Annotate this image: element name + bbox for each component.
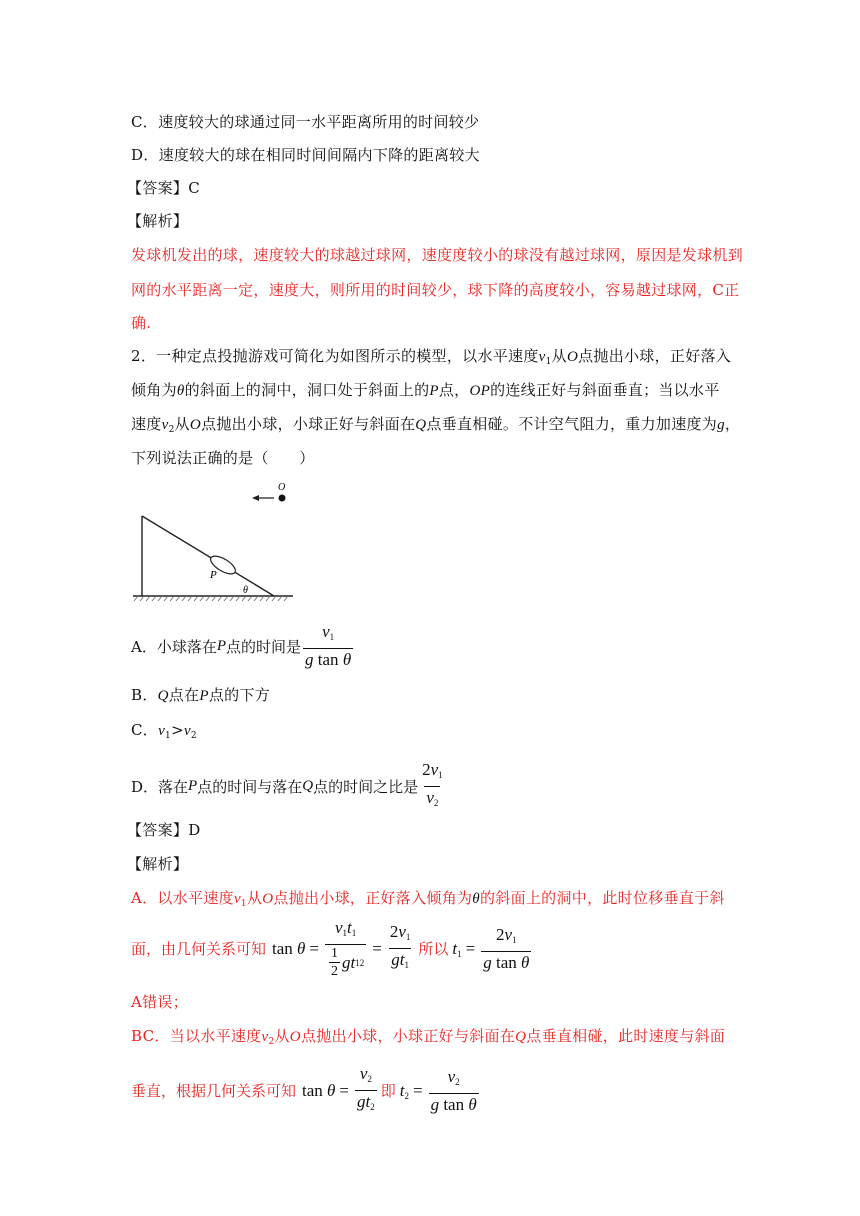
- question-2-line1: [131, 346, 731, 372]
- answer-q1: 【答案】C: [127, 179, 200, 197]
- text-span: g: [483, 952, 492, 972]
- text-span: gt: [342, 952, 356, 972]
- text-span: 2: [367, 1074, 372, 1084]
- analysis-label-q1: 【解析】: [127, 212, 189, 230]
- text-span: v: [426, 788, 434, 807]
- text-span: 点的时间是: [226, 637, 302, 656]
- text-span: 点的时间之比是: [313, 778, 419, 796]
- text-span: 1: [438, 770, 443, 780]
- text-span: 面，由几何关系可知: [131, 940, 267, 958]
- arrow-head: [252, 495, 259, 501]
- text-span: Q: [415, 417, 427, 433]
- text-span: v: [183, 723, 191, 739]
- text-span: tan: [317, 650, 339, 669]
- text-span: θ: [327, 1080, 336, 1100]
- text-span: =: [465, 938, 476, 958]
- text-span: P: [216, 637, 227, 654]
- text-span: B．: [131, 686, 158, 704]
- option-d-q2: [131, 760, 447, 813]
- text-span: 1: [405, 932, 411, 942]
- text-span: OP: [469, 383, 491, 399]
- analysis-q2-bc-equation: [131, 1064, 481, 1117]
- text-span: θ: [472, 891, 480, 907]
- analysis-q2-wrong: A错误；: [131, 993, 189, 1011]
- text-span: O: [262, 891, 274, 907]
- text-span: v: [161, 417, 169, 433]
- text-span: v: [504, 924, 513, 944]
- text-span: P: [429, 383, 439, 399]
- text-span: 2: [190, 731, 197, 741]
- answer-q2: 【答案】D: [127, 821, 201, 839]
- text-span: gt: [391, 950, 405, 969]
- text-span: 1: [329, 632, 335, 642]
- text-span: BC．当以水平速度: [131, 1027, 262, 1045]
- text-span: Q: [157, 688, 169, 704]
- text-span: 点抛出小球，正好落入倾角为: [273, 889, 473, 907]
- incline-slope: [142, 516, 274, 596]
- text-span: =: [339, 1080, 349, 1100]
- text-span: g: [717, 417, 725, 433]
- label-theta: θ: [243, 585, 248, 596]
- text-span: v: [158, 723, 166, 739]
- text-span: v: [447, 1066, 456, 1086]
- text-span: θ: [297, 938, 306, 958]
- text-span: g: [430, 1094, 440, 1114]
- text-span: 1: [331, 946, 338, 961]
- text-span: g: [305, 650, 314, 669]
- text-span: A．小球落在: [131, 637, 217, 656]
- ground-hatching: [134, 596, 288, 601]
- text-span: 2．一种定点投抛游戏可简化为如图所示的模型，以水平速度: [131, 347, 539, 365]
- text-span: 2: [422, 760, 431, 779]
- text-span: 垂直，根据几何关系可知: [131, 1082, 297, 1100]
- text-span: O: [189, 417, 202, 433]
- text-span: 2: [268, 1037, 275, 1047]
- text-span: 1: [355, 957, 360, 968]
- label-o: O: [278, 482, 286, 493]
- text-span: 从: [174, 415, 190, 433]
- question-2-line4: 下列说法正确的是（ ）: [131, 449, 315, 467]
- analysis-q1-line3: 确.: [131, 314, 152, 332]
- text-span: θ: [176, 383, 185, 399]
- option-c-q1: C．速度较大的球通过同一水平距离所用的时间较少: [131, 113, 480, 131]
- text-span: tan: [272, 938, 293, 958]
- text-span: 1: [342, 928, 348, 938]
- text-span: 的斜面上的洞中，洞口处于斜面上的: [184, 381, 430, 399]
- text-span: P: [199, 688, 209, 704]
- text-span: ，: [724, 415, 741, 433]
- text-span: t: [452, 938, 458, 958]
- text-span: v: [322, 622, 330, 641]
- text-span: C．: [131, 721, 159, 739]
- option-a-q2: [131, 622, 355, 670]
- text-span: 从: [274, 1027, 290, 1045]
- analysis-q1-line2: 网的水平距离一定，速度大，则所用的时间较少，球下降的高度较小，容易越过球网，C正: [131, 281, 740, 299]
- text-span: 1: [545, 357, 552, 367]
- text-span: 速度: [131, 415, 162, 433]
- text-span: A．以水平速度: [131, 889, 234, 907]
- text-span: 2: [455, 1076, 460, 1087]
- incline-figure: [128, 478, 303, 608]
- text-span: 1: [457, 948, 462, 959]
- text-span: v: [233, 891, 241, 907]
- text-span: 1: [165, 731, 172, 741]
- text-span: 2: [404, 1090, 409, 1101]
- text-span: Q: [515, 1029, 527, 1045]
- text-span: 点垂直相碰。不计空气阻力，重力加速度为: [426, 415, 718, 433]
- text-span: 1: [240, 899, 247, 909]
- text-span: tan: [495, 952, 517, 972]
- text-span: =: [372, 938, 382, 958]
- text-span: tan: [302, 1080, 323, 1100]
- text-span: 点在: [168, 686, 200, 704]
- option-d-q1: D．速度较大的球在相同时间间隔内下降的距离较大: [131, 146, 480, 164]
- text-span: v: [334, 918, 343, 937]
- analysis-q1-line1: 发球机发出的球，速度较大的球越过球网，速度度较小的球没有越过球网，原因是发球机到: [131, 246, 744, 264]
- text-span: v: [359, 1064, 368, 1083]
- text-span: 2: [370, 1102, 375, 1112]
- text-span: O: [289, 1029, 301, 1045]
- text-span: 2: [496, 924, 505, 944]
- text-span: θ: [521, 952, 530, 972]
- option-b-q2: [131, 685, 270, 706]
- text-span: 的斜面上的洞中，此时位移垂直于斜: [479, 889, 725, 907]
- text-span: D．落在: [131, 778, 189, 796]
- analysis-label-q2: 【解析】: [127, 855, 189, 873]
- text-span: t: [347, 918, 352, 937]
- text-span: 1: [512, 934, 517, 945]
- text-span: tan: [443, 1094, 465, 1114]
- label-p: P: [210, 569, 217, 581]
- analysis-q2-bc-line1: [131, 1026, 725, 1052]
- text-span: θ: [342, 650, 352, 669]
- text-span: >: [171, 721, 184, 739]
- text-span: v: [261, 1029, 269, 1045]
- text-span: 从: [551, 347, 567, 365]
- text-span: 倾角为: [131, 381, 177, 399]
- text-span: t: [399, 1080, 405, 1100]
- text-span: 从: [246, 889, 263, 907]
- text-span: Q: [302, 778, 314, 794]
- text-span: 的连线正好与斜面垂直；当以水平: [490, 381, 720, 399]
- text-span: v: [398, 922, 406, 941]
- text-span: 2: [359, 957, 365, 968]
- question-2-line2: [131, 380, 720, 401]
- text-span: gt: [357, 1092, 371, 1111]
- text-span: v: [430, 760, 439, 779]
- text-span: =: [412, 1080, 423, 1100]
- text-span: 点的时间与落在: [197, 778, 303, 796]
- point-o: [279, 495, 286, 502]
- text-span: =: [309, 938, 319, 958]
- analysis-q2-equation: [131, 918, 533, 979]
- question-2-line3: [131, 414, 740, 440]
- text-span: 2: [389, 922, 399, 941]
- text-span: 2: [168, 425, 175, 435]
- text-span: 点垂直相碰，此时速度与斜面: [526, 1027, 726, 1045]
- text-span: O: [566, 349, 579, 365]
- text-span: θ: [468, 1094, 477, 1114]
- text-span: v: [538, 349, 546, 365]
- option-c-q2: [131, 720, 197, 746]
- text-span: 2: [433, 798, 439, 808]
- text-span: 1: [404, 960, 409, 970]
- text-span: 点抛出小球，正好落入: [578, 347, 732, 365]
- text-span: 点的下方: [208, 686, 271, 704]
- text-span: 即: [380, 1082, 396, 1100]
- text-span: 2: [331, 964, 338, 979]
- text-span: 1: [351, 928, 357, 938]
- analysis-q2-line1: [131, 888, 725, 914]
- text-span: P: [188, 778, 198, 794]
- text-span: 所以: [418, 940, 449, 958]
- text-span: 点抛出小球，小球正好与斜面在: [300, 1027, 516, 1045]
- text-span: 点抛出小球，小球正好与斜面在: [201, 415, 416, 433]
- text-span: 点，: [438, 381, 470, 399]
